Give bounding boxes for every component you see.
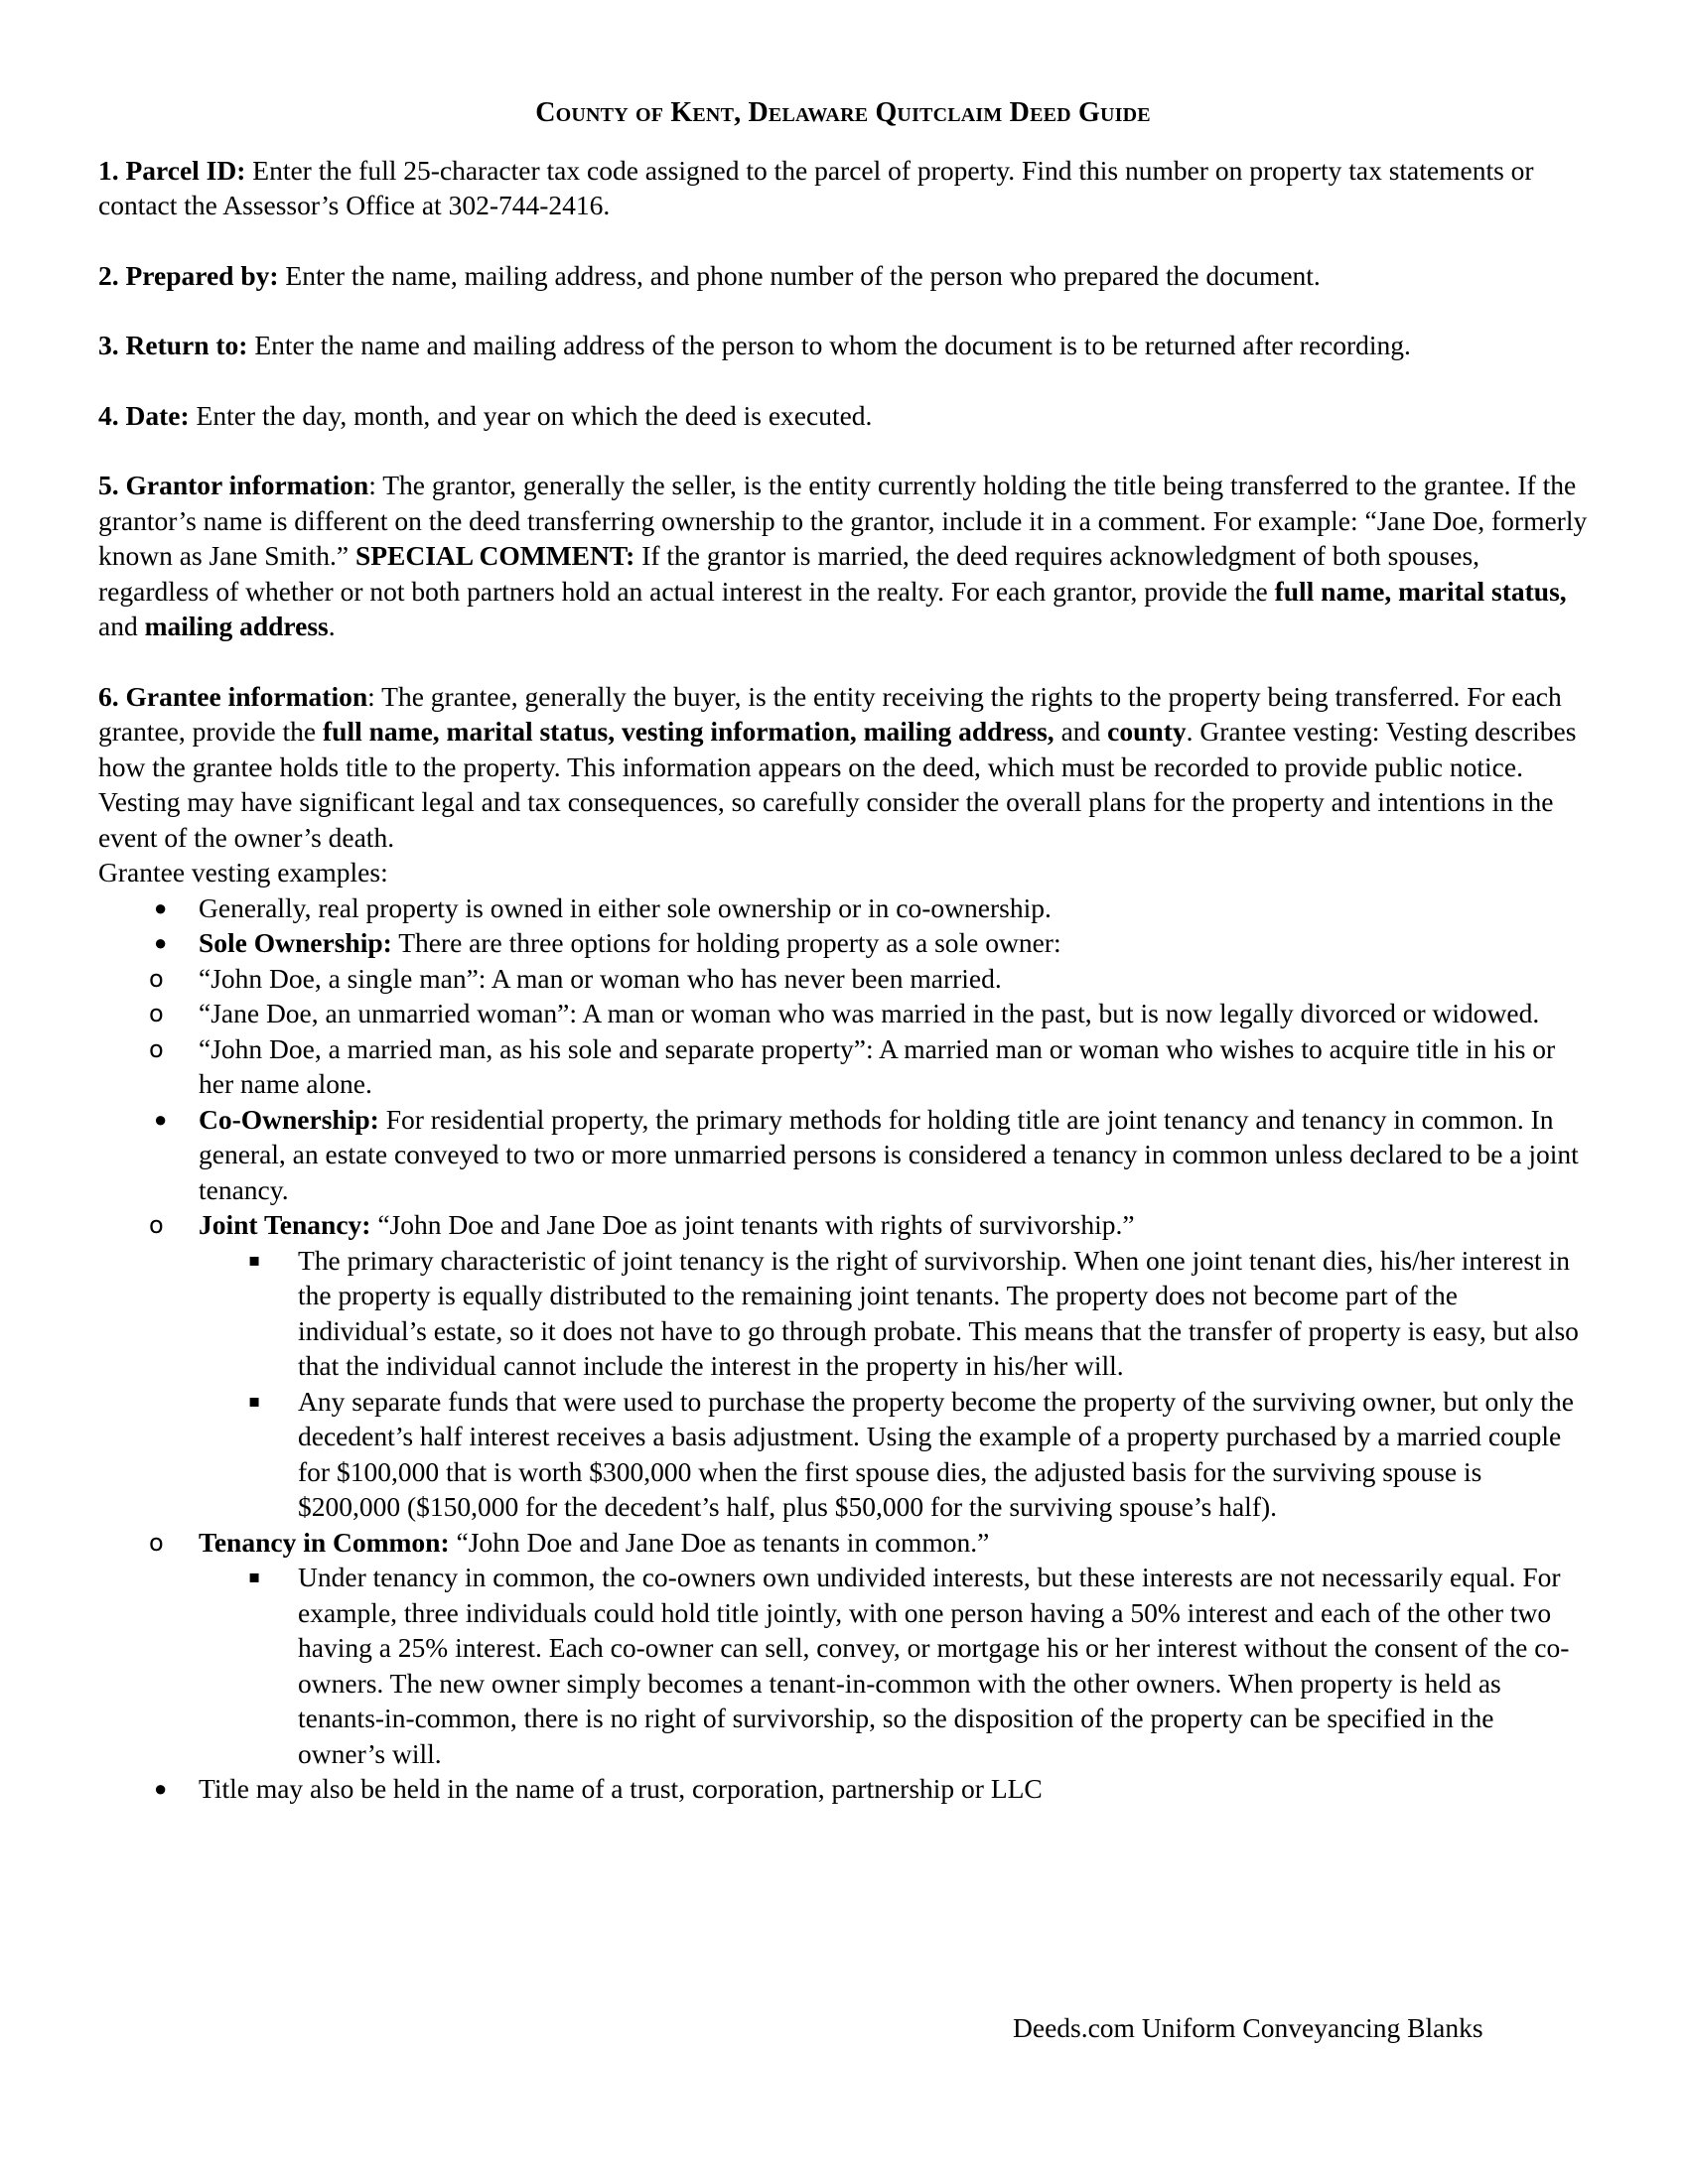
tenancy-in-common-text: “John Doe and Jane Doe as tenants in common.”	[449, 1526, 990, 1558]
tenancy-in-common-points	[199, 1560, 1588, 1771]
joint-tenancy-text: “John Doe and Jane Doe as joint tenants with rights of survivorship.”	[370, 1209, 1135, 1240]
sole-ownership-text: There are three options for holding property as a sole owner:	[391, 927, 1061, 958]
vesting-examples-heading: Grantee vesting examples:	[98, 857, 388, 887]
general-ownership-text: Generally, real property is owned in either sole ownership or in co-ownership.	[199, 891, 1052, 923]
list-item	[100, 961, 1588, 997]
document-title: County of Kent, Delaware Quitclaim Deed Guide	[535, 97, 1151, 128]
grantee-bold-1: full name, marital status, vesting information, mailing address,	[323, 716, 1055, 747]
list-item	[100, 1031, 1588, 1102]
circle-bullet-icon: o	[149, 1000, 164, 1027]
co-ownership-label: Co-Ownership:	[199, 1103, 379, 1135]
tenancy-in-common-label: Tenancy in Common:	[199, 1526, 450, 1558]
list-item	[100, 1207, 1588, 1525]
bullet-icon: ●	[154, 894, 168, 920]
bullet-icon: ●	[154, 930, 168, 955]
grantor-text-3: and	[98, 611, 145, 641]
joint-tenancy-label: Joint Tenancy:	[199, 1209, 371, 1240]
circle-bullet-icon: o	[149, 964, 164, 993]
square-bullet-icon: ▪	[248, 1249, 261, 1271]
list-item	[100, 996, 1588, 1031]
grantor-bold-2: mailing address	[144, 611, 329, 641]
sole-option-text: “John Doe, a single man”: A man or woman who has never been married.	[199, 962, 1002, 994]
return-to-text: Enter the name and mailing address of the person to whom the document is to be returned after recording.	[247, 330, 1411, 360]
square-bullet-icon: ▪	[248, 1567, 261, 1587]
date-label: 4. Date:	[98, 399, 190, 431]
parcel-id-label: 1. Parcel ID:	[98, 154, 246, 186]
bullet-icon: ●	[154, 1776, 168, 1801]
circle-bullet-icon: o	[149, 1034, 164, 1063]
date-text: Enter the day, month, and year on which the deed is executed.	[189, 399, 873, 431]
list-item	[0, 1243, 1588, 1384]
list-item	[100, 1525, 1588, 1772]
vesting-list	[98, 890, 1588, 1807]
circle-bullet-icon: o	[149, 1528, 164, 1557]
parcel-id-item	[98, 153, 1588, 223]
square-bullet-icon: ▪	[248, 1390, 261, 1412]
grantee-item	[98, 679, 1588, 856]
bullet-icon: ●	[154, 1106, 168, 1132]
grantor-text-2: If the grantor is married, the deed requires acknowledgment of both spouses, regardless of whether or not both partners hold an actual interest in the realty. For each grantor, provide the	[98, 540, 1480, 607]
list-item	[98, 1771, 1588, 1807]
guide-document	[98, 95, 1588, 1807]
tenancy-in-common-point: Under tenancy in common, the co-owners own undivided interests, but these interests are not necessarily equal. For example, three individuals could hold title jointly, with one person having a 50% interest and each of the other two having a 25% interest. Each co-owner can sell, convey, or mortgage his or her interest without the consent of the co-owners. The new owner simply becomes a tenant-in-common with the other owners. When property is held as tenants-in-common, there is no right of survivorship, so the disposition of the property can be specified in the owner’s will.	[298, 1562, 1570, 1769]
grantee-label: 6. Grantee information	[98, 680, 368, 712]
list-item	[98, 925, 1588, 1102]
list-item	[98, 890, 1588, 926]
sole-ownership-label: Sole Ownership:	[199, 927, 392, 958]
co-ownership-text: For residential property, the primary methods for holding title are joint tenancy and tenancy in common. In general, an estate conveyed to two or more unmarried persons is considered a tenancy in common unless declared to be a joint tenancy.	[199, 1103, 1579, 1205]
sole-option-text: “Jane Doe, an unmarried woman”: A man or woman who was married in the past, but is now legally divorced or widowed.	[199, 998, 1540, 1028]
grantor-text-4: .	[328, 611, 336, 641]
date-item	[98, 398, 1588, 434]
grantee-text-2: and	[1054, 716, 1108, 747]
circle-bullet-icon: o	[149, 1211, 164, 1239]
co-ownership-types-list	[149, 1207, 1588, 1771]
grantee-bold-2: county	[1107, 716, 1187, 747]
grantor-label: 5. Grantor information	[98, 470, 369, 500]
joint-tenancy-points	[199, 1243, 1588, 1525]
grantor-bold-1: full name, marital status,	[1274, 575, 1567, 607]
parcel-id-text: Enter the full 25-character tax code assigned to the parcel of property. Find this number on property tax statements or contact the Assessor’s Office at 302-744-2416.	[98, 154, 1534, 220]
grantee-text-3: . Grantee vesting: Vesting describes how the grantee holds title to the property. This information appears on the deed, which must be recorded to provide public notice. Vesting may have significant legal and tax consequences, so carefully consider the overall plans for the property and intentions in the event of the owner’s death.	[98, 716, 1577, 853]
list-item	[0, 1384, 1588, 1525]
title-entities-text: Title may also be held in the name of a trust, corporation, partnership or LLC	[199, 1773, 1043, 1804]
grantor-item	[98, 468, 1588, 644]
return-to-label: 3. Return to:	[98, 330, 248, 360]
footer-text: Deeds.com Uniform Conveyancing Blanks	[1013, 2012, 1483, 2043]
prepared-by-item	[98, 258, 1588, 294]
list-item	[0, 1560, 1588, 1771]
list-item	[98, 1102, 1588, 1772]
grantor-text-1: : The grantor, generally the seller, is the entity currently holding the title being transferred to the grantee. If the grantor’s name is different on the deed transferring ownership to the grantor, include it in a comment. For example: “Jane Doe, formerly known as Jane Smith.”	[98, 470, 1588, 571]
joint-tenancy-point: The primary characteristic of joint tenancy is the right of survivorship. When one joint tenant dies, his/her interest in the property is equally distributed to the remaining joint tenants. The property does not become part of the individual’s estate, so it does not have to go through probate. This means that the transfer of property is easy, but also that the individual cannot include the interest in the property in his/her will.	[298, 1244, 1579, 1381]
joint-tenancy-point: Any separate funds that were used to purchase the property become the property of the surviving owner, but only the decedent’s half interest receives a basis adjustment. Using the example of a property purchased by a married couple for $100,000 that is worth $300,000 when the first spouse dies, the adjusted basis for the surviving spouse is $200,000 ($150,000 for the decedent’s half, plus $50,000 for the surviving spouse’s half).	[298, 1385, 1574, 1522]
return-to-item	[98, 328, 1588, 363]
special-comment-label: SPECIAL COMMENT:	[354, 540, 635, 571]
sole-option-text: “John Doe, a married man, as his sole and separate property”: A married man or woman who wishes to acquire title in his or her name alone.	[199, 1032, 1556, 1099]
grantee-text-1: : The grantee, generally the buyer, is the entity receiving the rights to the property being transferred. For each grantee, provide the	[98, 680, 1562, 747]
prepared-by-text: Enter the name, mailing address, and phone number of the person who prepared the document.	[278, 259, 1321, 291]
prepared-by-label: 2. Prepared by:	[98, 259, 279, 291]
sole-options-list	[149, 961, 1588, 1102]
